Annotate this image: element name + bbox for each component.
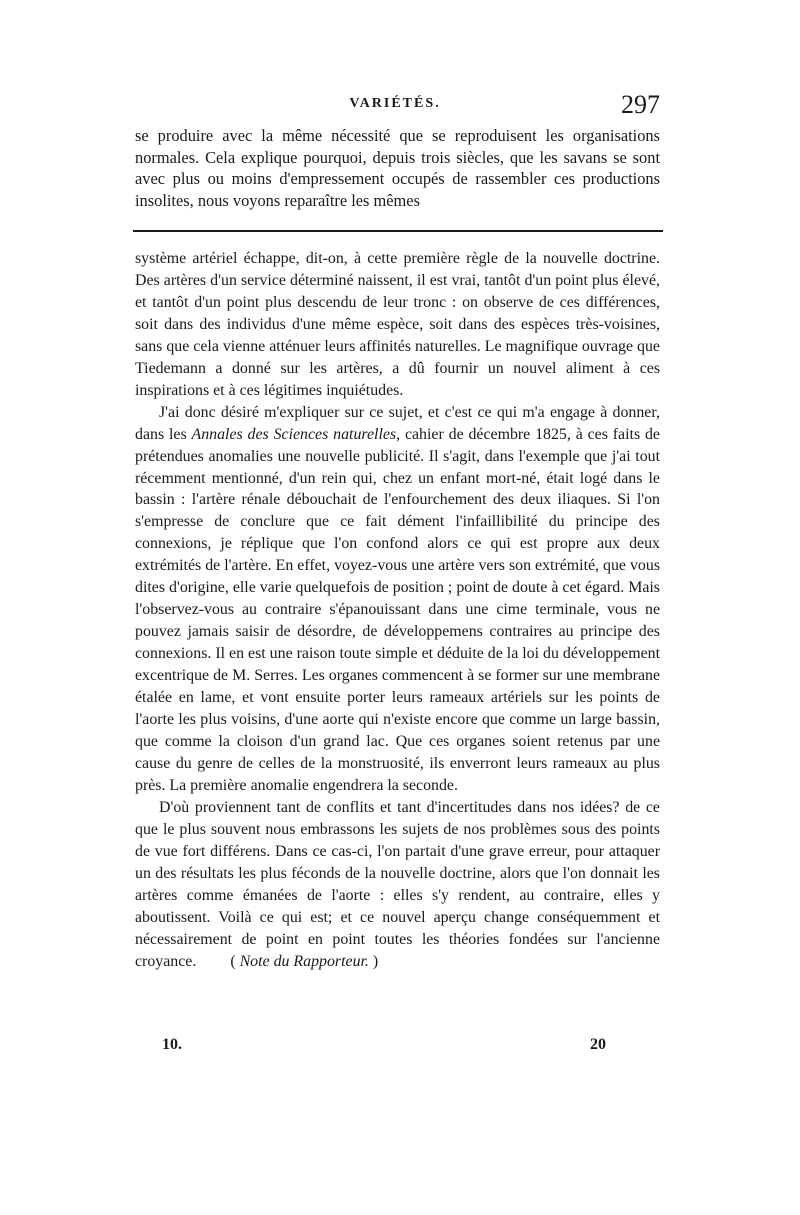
running-head: VARIÉTÉS.	[349, 96, 441, 111]
signature-mark-right: 20	[590, 1036, 606, 1053]
footnote-paragraph-2-rest: , cahier de décembre 1825, à ces faits de prétendues anomalies une nouvelle publicité. Il s'agit, dans l'exemple que j'ai tout récemment mentionné, d'un rein qui, chez un enfant mort-né, était logé dans le bassin : l'artère rénale débouchait de l'enfourchement des deux iliaques. Si l'on s'empresse de conclure que ce fait dément l'infaillibilité du principe des connexions, je réplique que l'on confond alors ce qui est propre aux deux extrémités de l'artère. En effet, voyez-vous une artère vers son extrémité, que vous dites d'origine, elle varie quelquefois de position ; point de doute à cet égard. Mais l'observez-vous au contraire s'épanouissant dans une cime terminale, vous ne pouvez jamais saisir de désordre, de développemens contraires au principe des connexions. Il en est une raison toute simple et déduite de la loi du développement excentrique de M. Serres. Les organes commencent à se former sur une membrane étalée en lame, et vont ensuite porter leurs rameaux artériels sur les points de l'aorte les plus voisins, d'une aorte qui n'existe encore que comme un large bassin, que comme la cloison d'un grand lac. Que ces organes soient retenus par une cause du genre de celles de la monstruosité, ils enverront leurs rameaux au plus près. La première anomalie engendrera la seconde.	[135, 425, 660, 794]
footnote-attribution: ( Note du Rapporteur. )	[230, 952, 379, 970]
main-text-paragraph: se produire avec la même nécessité que se reproduisent les organisations normales. Cela explique pourquoi, depuis trois siècles, que les savans se sont avec plus ou moins d'empressement occupés de rassembler ces productions insolites, nous voyons reparaître les mêmes	[135, 126, 660, 210]
page-number: 297	[621, 90, 660, 119]
main-text-continuation	[135, 125, 660, 211]
signature-mark-left: 10.	[162, 1036, 182, 1053]
footnote-paragraph-1: système artériel échappe, dit-on, à cette première règle de la nouvelle doctrine. Des artères d'un service déterminé naissent, il est vrai, tantôt d'un point plus élevé, et tantôt d'un point plus descendu de leur tronc : on observe de ces différences, soit dans des individus d'une même espèce, soit dans des espèces très-voisines, sans que cela vienne atténuer leurs affinités naturelles. Le magnifique ouvrage que Tiedemann a donné sur les artères, a dû fournir un nouvel aliment à ces inspirations et à ces légitimes inquiétudes.	[135, 250, 660, 399]
footnote-paragraph-2	[135, 402, 660, 797]
footnote-paragraph-3-text: D'où proviennent tant de conflits et tant d'incertitudes dans nos idées? de ce que le plus souvent nous embrassons les sujets de nos problèmes sous des points de vue fort différens. Dans ce cas-ci, l'on partait d'une grave erreur, pour attaquer un des résultats les plus féconds de la nouvelle doctrine, alors que l'on donnait les artères comme émanées de l'aorte : elles s'y rendent, au contraire, elles y aboutissent. Voilà ce qui est; et ce nouvel aperçu change conséquemment et nécessairement de point en point toutes les théories fondées sur l'ancienne croyance.	[135, 798, 660, 970]
footnote-divider	[133, 230, 663, 232]
attribution-text: Note du Rapporteur.	[239, 952, 369, 970]
footnote-paragraph-2-start: J'ai donc désiré m'expliquer sur ce sujet, et c'est ce qui m'a engage à donner, dans les	[135, 403, 660, 443]
footnote-paragraph-3	[135, 797, 660, 973]
footnote	[135, 248, 660, 972]
journal-title: Annales des Sciences naturelles	[191, 425, 397, 443]
page-header	[130, 90, 660, 124]
